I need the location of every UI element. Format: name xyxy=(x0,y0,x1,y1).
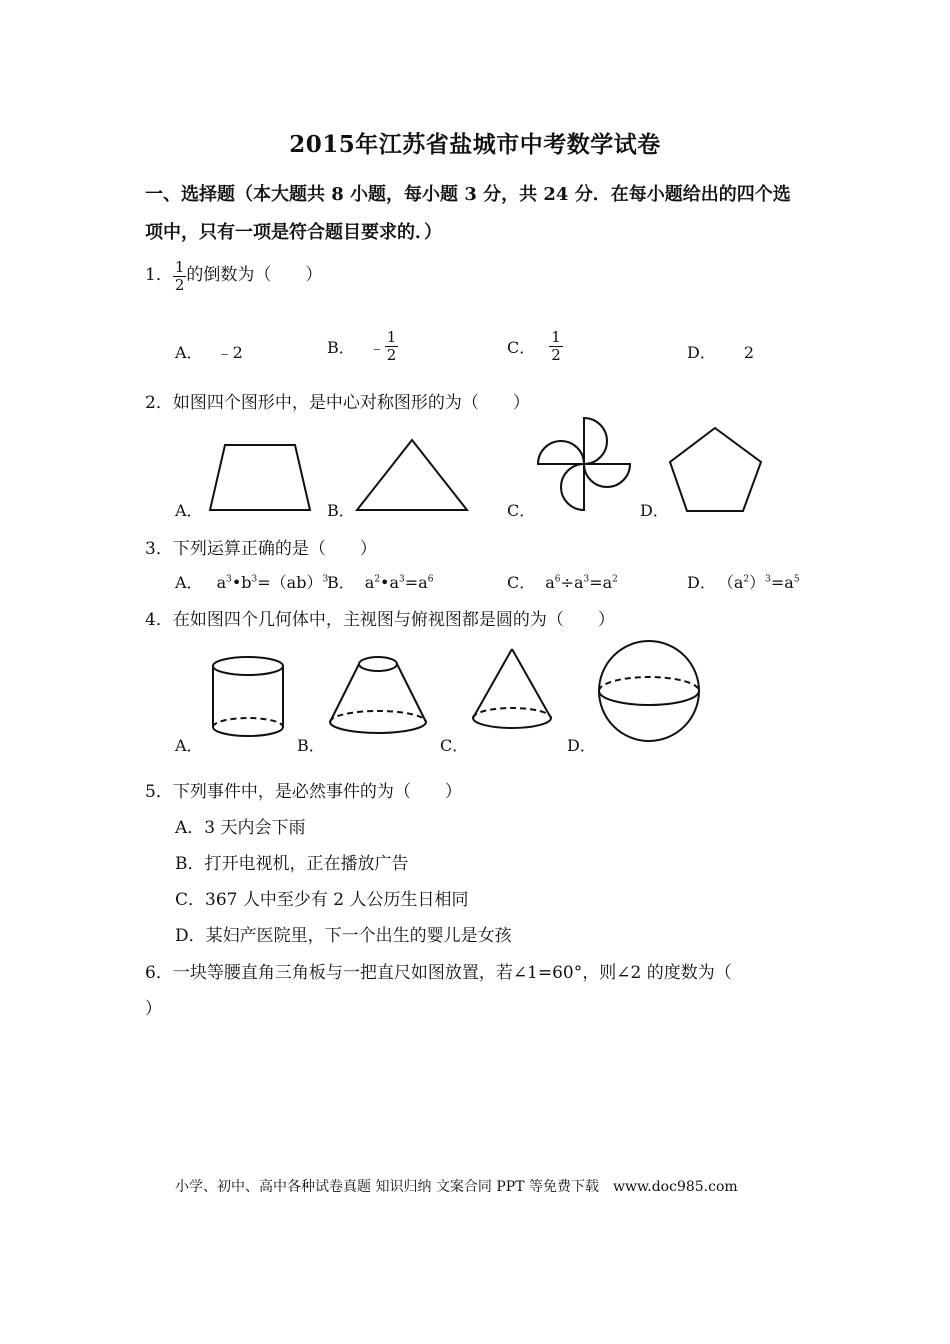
pinwheel-figure xyxy=(535,415,635,515)
q4-label-b: B． xyxy=(297,736,325,755)
question-5: 5．下列事件中，是必然事件的为（ ） xyxy=(145,782,462,802)
q2-label-d: D． xyxy=(640,501,669,520)
question-1-fraction xyxy=(173,260,187,293)
option-label: D． xyxy=(687,343,716,362)
q5-option-c: C．367 人中至少有 2 人公历生日相同 xyxy=(175,890,469,910)
q1-option-c xyxy=(507,330,563,363)
q3-option-b xyxy=(327,570,433,593)
sphere-figure xyxy=(595,638,705,748)
question-1-number: 1． xyxy=(145,265,173,285)
term: ） xyxy=(749,573,766,592)
cylinder-figure xyxy=(205,650,295,745)
option-label: B． xyxy=(327,338,355,357)
exponent: 3 xyxy=(399,574,405,585)
term: =a xyxy=(589,573,613,592)
exponent: 3 xyxy=(583,574,590,585)
option-sign: ﹣ xyxy=(368,338,385,357)
q1-option-a xyxy=(175,340,243,363)
q4-label-c: C． xyxy=(440,736,469,755)
fraction-numerator: 1 xyxy=(174,258,185,276)
question-2: 2．如图四个图形中，是中心对称图形的为（ ） xyxy=(145,393,530,413)
option-expression xyxy=(365,573,434,592)
exponent: 3 xyxy=(765,574,771,585)
trapezoid-figure xyxy=(205,440,315,515)
option-expression xyxy=(726,573,800,592)
q3-option-c xyxy=(507,570,618,593)
term: =a xyxy=(770,573,794,592)
option-label: A． xyxy=(175,573,203,592)
section-header-line1: 一、选择题（本大题共 8 小题，每小题 3 分，共 24 分．在每小题给出的四个选 xyxy=(145,184,791,205)
frustum-figure xyxy=(320,650,440,745)
triangle-figure xyxy=(355,435,475,515)
q5-option-b: B．打开电视机，正在播放广告 xyxy=(175,854,409,874)
q3-option-a xyxy=(175,570,328,593)
q2-label-b: B． xyxy=(327,501,355,520)
q1-option-b xyxy=(327,330,398,363)
exponent: 2 xyxy=(374,574,381,585)
q5-option-a: A．3 天内会下雨 xyxy=(175,818,306,838)
question-1-text: 的倒数为（ ） xyxy=(186,265,323,285)
term: =（ab） xyxy=(257,573,323,592)
fraction-denominator: 2 xyxy=(386,346,397,364)
term: （a xyxy=(725,573,744,592)
option-label: B． xyxy=(327,573,355,592)
term: a xyxy=(364,573,375,592)
term: •b xyxy=(231,573,252,592)
pentagon-figure xyxy=(668,425,768,515)
exponent: 2 xyxy=(743,574,750,585)
q4-label-a: A． xyxy=(175,736,203,755)
exponent: 5 xyxy=(793,574,800,585)
option-value: 2 xyxy=(743,343,755,362)
fraction-denominator: 2 xyxy=(174,276,185,294)
term: a xyxy=(545,573,555,592)
page-title: 2015年江苏省盐城市中考数学试卷 xyxy=(289,131,661,158)
q1-option-d xyxy=(687,340,754,363)
option-expression xyxy=(545,573,618,592)
exponent: 3 xyxy=(226,574,232,585)
fraction-denominator: 2 xyxy=(551,346,561,364)
term: ÷a xyxy=(560,573,584,592)
q5-option-d: D．某妇产医院里，下一个出生的婴儿是女孩 xyxy=(175,926,512,946)
q3-option-d xyxy=(687,570,800,593)
question-3: 3．下列运算正确的是（ ） xyxy=(145,539,377,559)
exponent: 2 xyxy=(612,574,618,585)
term: •a xyxy=(380,573,400,592)
exponent: 3 xyxy=(251,574,258,585)
option-label: D． xyxy=(687,573,716,592)
question-1 xyxy=(145,258,322,293)
question-6-line1: 6．一块等腰直角三角板与一把直尺如图放置，若∠1=60°，则∠2 的度数为（ xyxy=(145,963,732,983)
fraction-numerator: 1 xyxy=(551,328,561,346)
option-fraction xyxy=(385,330,399,363)
option-label: C． xyxy=(507,338,536,357)
exponent: 6 xyxy=(427,574,434,585)
q2-label-a: A． xyxy=(175,501,203,520)
term: a xyxy=(216,573,227,592)
cone-figure xyxy=(465,645,565,745)
q2-label-c: C． xyxy=(507,501,536,520)
option-value: ﹣2 xyxy=(216,343,243,362)
question-6-line2: ） xyxy=(145,999,162,1019)
question-4: 4．在如图四个几何体中，主视图与俯视图都是圆的为（ ） xyxy=(145,610,615,630)
exponent: 6 xyxy=(554,574,561,585)
fraction-numerator: 1 xyxy=(386,328,397,346)
page-footer: 小学、初中、高中各种试卷真题 知识归纳 文案合同 PPT 等免费下载 www.doc985.com xyxy=(175,1179,738,1195)
term: =a xyxy=(404,573,428,592)
option-fraction xyxy=(549,330,563,363)
q4-label-d: D． xyxy=(567,736,596,755)
option-label: C． xyxy=(507,573,536,592)
option-label: A． xyxy=(175,343,203,362)
section-header-line2: 项中，只有一项是符合题目要求的．） xyxy=(145,222,442,243)
exponent: 3 xyxy=(322,574,329,585)
option-expression xyxy=(217,573,329,592)
